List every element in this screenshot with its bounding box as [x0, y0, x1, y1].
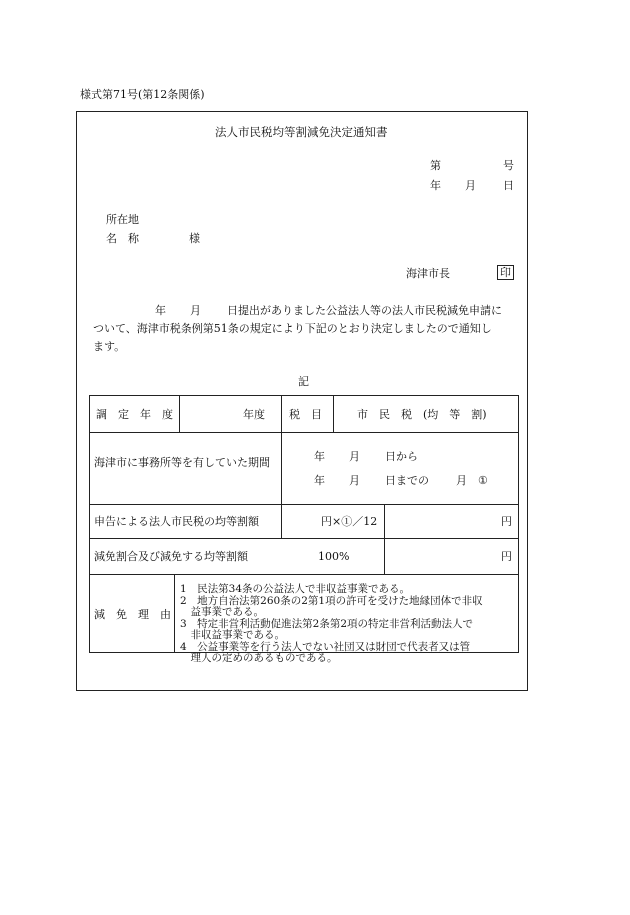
addressee-location-label: 所在地: [106, 213, 139, 226]
doc-number-prefix: 第: [430, 159, 441, 172]
row2-to-day: 日までの: [385, 474, 429, 487]
row1-label: 調 定 年 度: [96, 408, 173, 421]
date-month: 月: [465, 179, 476, 192]
reason-item: 1 民法第34条の公益法人で非収益事業である。: [180, 583, 411, 595]
issuer-name: 海津市長: [406, 267, 450, 280]
row2-to-month: 月: [349, 474, 360, 487]
row2-from-month: 月: [349, 450, 360, 463]
addressee-name-label: 名 称: [106, 232, 139, 245]
row2-from-day: 日から: [385, 450, 418, 463]
row-divider: [89, 504, 519, 505]
row-divider: [89, 574, 519, 575]
row3-formula: 円×①／12: [321, 515, 378, 528]
col-divider: [333, 395, 334, 432]
date-day: 日: [503, 179, 514, 192]
row4-label: 減免割合及び減免する均等割額: [94, 550, 248, 563]
row1-tax-label: 税 目: [289, 408, 322, 421]
body-line2: ついて、海津市税条例第51条の規定により下記のとおり決定しましたので通知し: [93, 322, 492, 335]
row2-to-year: 年: [314, 474, 325, 487]
row1-tax-value: 市 民 税 (均 等 割): [357, 408, 487, 421]
reason-item: 4 公益事業等を行う法人でない社団又は財団で代表者又は管: [180, 641, 471, 653]
col-divider: [384, 504, 385, 574]
form-number: 様式第71号(第12条関係): [80, 88, 205, 101]
date-year: 年: [430, 179, 441, 192]
row3-label: 申告による法人市民税の均等割額: [94, 515, 259, 528]
col-divider: [281, 395, 282, 538]
doc-number-suffix: 号: [503, 159, 514, 172]
row2-label: 海津市に事務所等を有していた期間: [94, 456, 270, 469]
row5-label: 減 免 理 由: [94, 608, 171, 621]
body-line1-year: 年: [155, 304, 166, 317]
row-divider: [89, 432, 519, 433]
body-line1-rest: 日提出がありました公益法人等の法人市民税減免申請に: [227, 304, 502, 317]
reason-item: 2 地方自治法第260条の2第1項の許可を受けた地縁団体で非収: [180, 595, 483, 607]
document-title: 法人市民税均等割減免決定通知書: [215, 125, 388, 139]
row4-unit: 円: [501, 550, 512, 563]
row2-circle-marker: ①: [478, 474, 488, 487]
reason-item: 非収益事業である。: [180, 629, 285, 641]
addressee-honorific: 様: [189, 232, 200, 245]
col-divider: [174, 574, 175, 653]
col-divider: [179, 395, 180, 432]
body-line1-month: 月: [190, 304, 201, 317]
reason-item: 理人の定めのあるものである。: [180, 652, 338, 664]
seal-mark: 印: [497, 265, 514, 280]
row2-months: 月: [456, 474, 467, 487]
row-divider: [89, 538, 519, 539]
row2-from-year: 年: [314, 450, 325, 463]
ki-heading: 記: [298, 375, 309, 388]
reason-item: 3 特定非営利活動促進法第2条第2項の特定非営利活動法人で: [180, 618, 474, 630]
row4-rate: 100%: [318, 550, 350, 563]
row1-year-unit: 年度: [243, 408, 265, 421]
row3-unit: 円: [501, 515, 512, 528]
body-line3: ます。: [93, 340, 126, 353]
reason-item: 益事業である。: [180, 606, 264, 618]
